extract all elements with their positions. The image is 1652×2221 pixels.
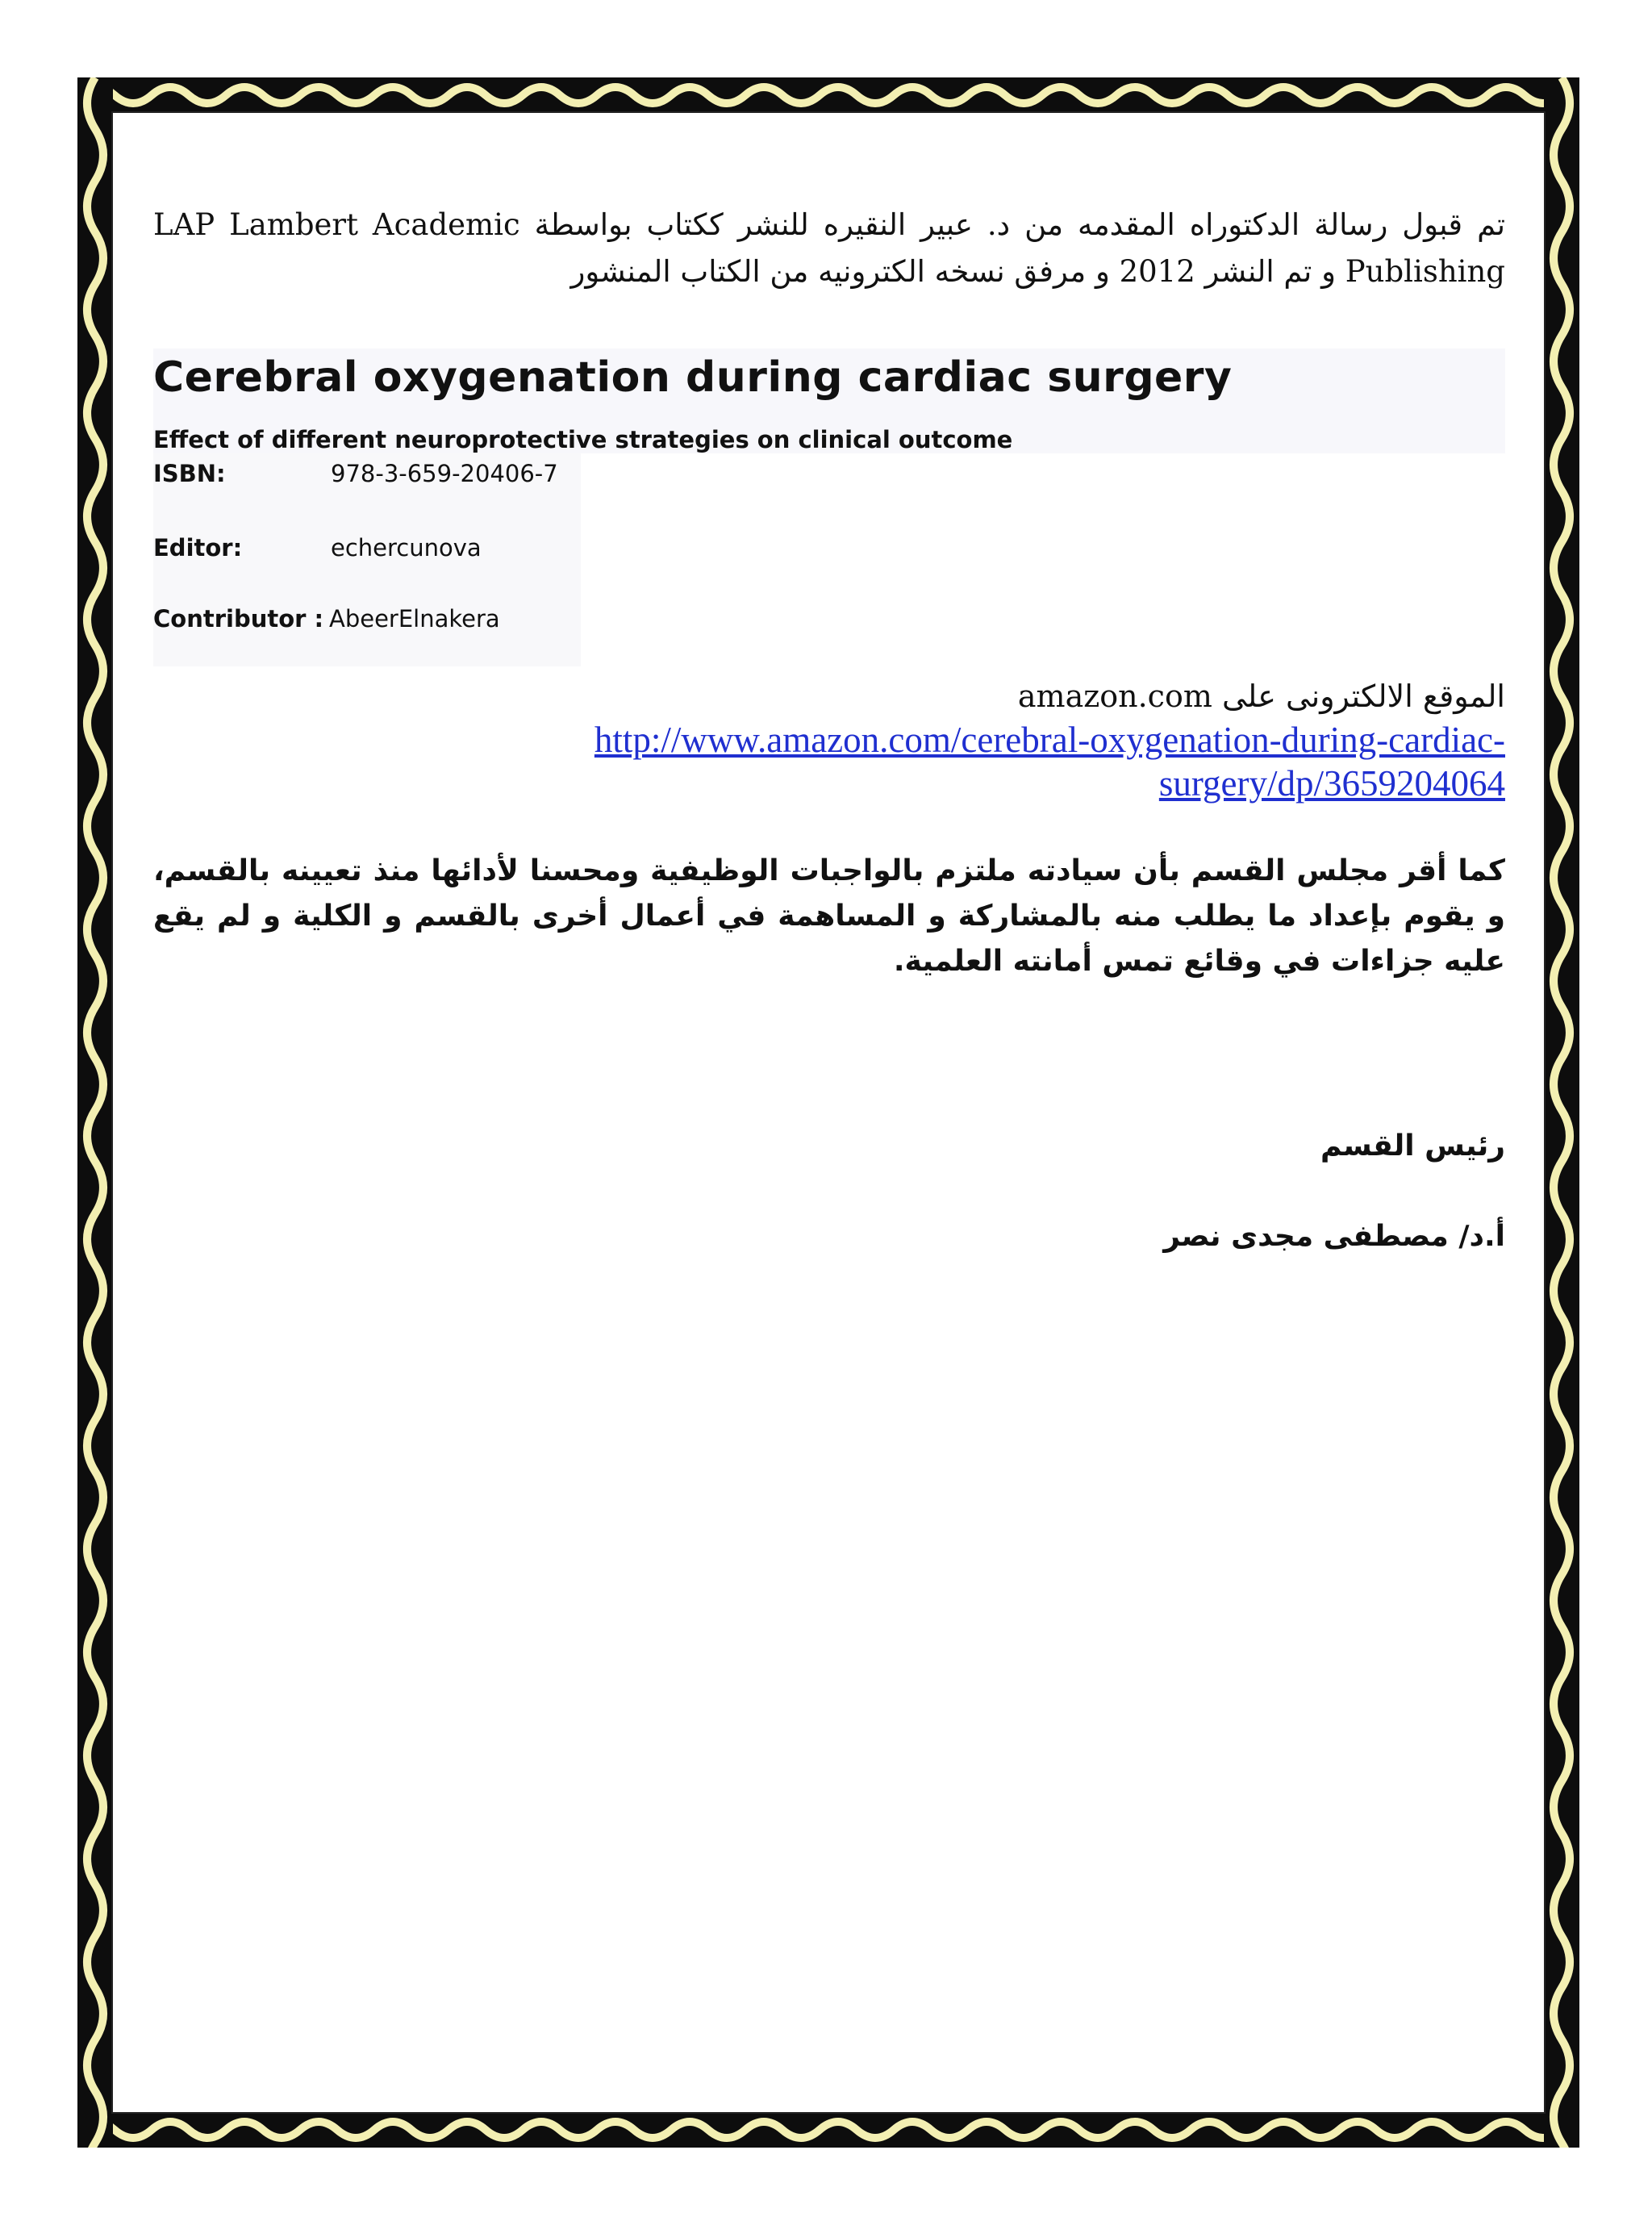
amazon-link-line1: http://www.amazon.com/cerebral-oxygenation-during-cardiac- bbox=[594, 720, 1505, 760]
book-title: Cerebral oxygenation during cardiac surgery bbox=[153, 353, 1233, 402]
isbn-value: 978-3-659-20406-7 bbox=[331, 460, 558, 487]
amazon-link-line2: surgery/dp/3659204064 bbox=[1158, 763, 1505, 804]
amazon-link-block bbox=[153, 718, 1505, 805]
book-info-card bbox=[153, 349, 1505, 632]
book-metadata bbox=[153, 453, 581, 666]
wave-pattern-top bbox=[77, 77, 1579, 113]
wave-pattern-left bbox=[77, 77, 113, 2148]
website-line: الموقع الالكترونى على amazon.com bbox=[1017, 678, 1505, 714]
editor-label: Editor: bbox=[153, 534, 243, 562]
editor-value: echercunova bbox=[331, 534, 482, 562]
frame-border-right bbox=[1544, 77, 1579, 2148]
frame-border-top bbox=[77, 77, 1579, 113]
signature-title: رئيس القسم bbox=[1320, 1129, 1505, 1163]
wave-pattern-right bbox=[1544, 77, 1579, 2148]
amazon-link[interactable] bbox=[594, 720, 1505, 804]
isbn-label: ISBN: bbox=[153, 460, 226, 487]
council-statement: كما أقر مجلس القسم بأن سيادته ملتزم بالواجبات الوظيفية ومحسنا لأدائها منذ تعيينه بالقسم، و يقوم بإعداد ما يطلب منه بالمشاركة و المساهمة في أعمال أخرى بالقسم و الكلية و لم يقع عليه جزاءات في وقائع تمس أمانته العلمية. bbox=[153, 854, 1505, 978]
contributor-value: AbeerElnakera bbox=[329, 605, 500, 632]
book-title-block bbox=[153, 349, 1505, 453]
signature-name: أ.د/ مصطفى مجدى نصر bbox=[1163, 1220, 1505, 1253]
book-subtitle: Effect of different neuroprotective strategies on clinical outcome bbox=[153, 426, 1013, 453]
frame-border-left bbox=[77, 77, 113, 2148]
intro-paragraph: تم قبول رسالة الدكتوراه المقدمه من د. عبير النقيره للنشر ككتاب بواسطة LAP Lambert Academic Publishing و تم النشر 2012 و مرفق نسخه الكترونيه من الكتاب المنشور bbox=[153, 207, 1505, 289]
wave-pattern-bottom bbox=[77, 2112, 1579, 2148]
frame-border-bottom bbox=[77, 2112, 1579, 2148]
contributor-label: Contributor : bbox=[153, 605, 324, 632]
